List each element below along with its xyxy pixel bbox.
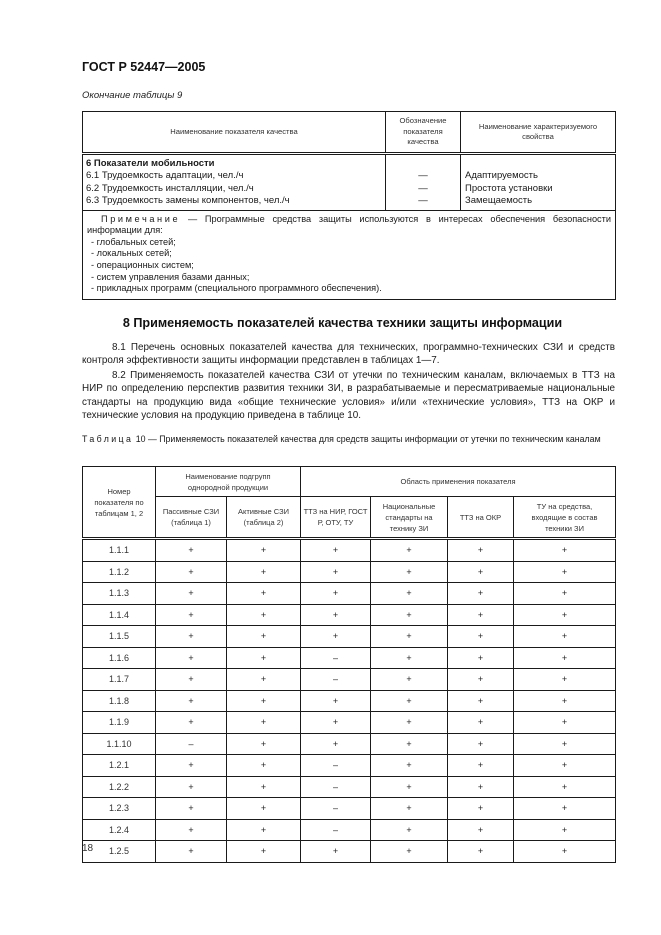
applicability-cell: + (514, 841, 616, 863)
table10-caption (82, 434, 615, 446)
indicator-number-cell: 1.2.1 (83, 755, 156, 777)
paragraph-8-2 (82, 369, 615, 423)
applicability-cell: + (448, 755, 514, 777)
applicability-cell: + (448, 733, 514, 755)
applicability-cell: + (371, 647, 448, 669)
applicability-cell: + (156, 604, 227, 626)
table-row (83, 776, 616, 798)
paragraph-text: 8.1 Перечень основных показателей качества для технических, программно-технических СЗИ и средств контроля эффективности защиты информации представлен в таблицах 1—7. (82, 342, 615, 367)
applicability-cell: + (448, 690, 514, 712)
applicability-cell: + (448, 819, 514, 841)
table10-group-application-area: Область применения показателя (301, 467, 616, 497)
applicability-cell: + (371, 604, 448, 626)
applicability-cell: + (371, 712, 448, 734)
applicability-cell: + (514, 561, 616, 583)
applicability-cell: + (227, 561, 301, 583)
indicator-number-cell: 1.1.8 (83, 690, 156, 712)
table10-caption-label: Таблица (82, 434, 134, 444)
applicability-cell: – (301, 798, 371, 820)
applicability-cell: + (514, 798, 616, 820)
table9-col-property: Наименование характеризуемого свойства (461, 112, 616, 154)
applicability-cell: – (301, 776, 371, 798)
applicability-cell: + (301, 626, 371, 648)
applicability-cell: + (301, 712, 371, 734)
applicability-cell: – (156, 733, 227, 755)
applicability-cell: + (448, 583, 514, 605)
table-row (83, 669, 616, 691)
applicability-cell: + (514, 583, 616, 605)
table9-col-indicator-name: Наименование показателя качества (83, 112, 386, 154)
applicability-cell: + (514, 604, 616, 626)
table-row (83, 647, 616, 669)
applicability-cell: + (448, 626, 514, 648)
applicability-cell: + (371, 841, 448, 863)
table-row (83, 604, 616, 626)
applicability-cell: + (514, 626, 616, 648)
table10-col-national-standards: Национальные стандарты на технику ЗИ (371, 497, 448, 539)
applicability-cell: + (156, 755, 227, 777)
applicability-cell: + (227, 583, 301, 605)
applicability-cell: + (227, 776, 301, 798)
table-row (83, 690, 616, 712)
applicability-cell: + (227, 539, 301, 562)
indicator-number-cell: 1.1.3 (83, 583, 156, 605)
applicability-cell: + (227, 669, 301, 691)
note-text: — Программные средства защиты используются в интересах обеспечения безопасности информации для: (87, 213, 611, 236)
applicability-cell: + (448, 561, 514, 583)
applicability-cell: + (227, 798, 301, 820)
table9-header-row (83, 112, 616, 154)
applicability-cell: + (514, 776, 616, 798)
applicability-cell: + (514, 819, 616, 841)
applicability-cell: – (301, 669, 371, 691)
applicability-cell: – (301, 647, 371, 669)
table10-header-row-2 (83, 497, 616, 539)
applicability-cell: + (448, 776, 514, 798)
table10-col-number: Номер показателя по таблицам 1, 2 (83, 467, 156, 539)
applicability-cell: + (301, 539, 371, 562)
section-8-heading: 8 Применяемость показателей качества техники защиты информации (122, 316, 563, 330)
applicability-cell: + (514, 669, 616, 691)
table10-body (83, 539, 616, 863)
indicator-number-cell: 1.2.2 (83, 776, 156, 798)
indicator-number-cell: 1.2.3 (83, 798, 156, 820)
applicability-cell: + (156, 647, 227, 669)
applicability-cell: + (156, 690, 227, 712)
applicability-cell: + (371, 669, 448, 691)
paragraph-8-1 (82, 341, 615, 368)
applicability-cell: + (371, 819, 448, 841)
table-10 (82, 466, 616, 863)
note-list-item: - локальных сетей; (91, 248, 172, 259)
applicability-cell: + (371, 755, 448, 777)
indicator-number-cell: 1.1.2 (83, 561, 156, 583)
applicability-cell: + (301, 604, 371, 626)
applicability-cell: + (227, 626, 301, 648)
applicability-cell: + (448, 604, 514, 626)
table-row (83, 626, 616, 648)
note-list-item: - прикладных программ (специального программного обеспечения). (91, 283, 382, 294)
applicability-cell: + (227, 647, 301, 669)
applicability-cell: + (371, 690, 448, 712)
applicability-cell: – (301, 819, 371, 841)
table9-row-designation: — (418, 195, 428, 207)
table9-row-name: 6.3 Трудоемкость замены компонентов, чел./ч (86, 195, 290, 207)
table-9 (82, 111, 616, 300)
table9-row-designation: — (418, 182, 428, 194)
table9-row-name: 6.2 Трудоемкость инсталляции, чел./ч (86, 182, 254, 194)
table9-properties (461, 154, 616, 211)
applicability-cell: + (301, 561, 371, 583)
applicability-cell: + (156, 798, 227, 820)
applicability-cell: + (371, 798, 448, 820)
applicability-cell: + (227, 755, 301, 777)
table9-row-property: Адаптируемость (465, 170, 538, 182)
applicability-cell: + (227, 841, 301, 863)
table10-group-product-subgroups: Наименование подгрупп однородной продукции (156, 467, 301, 497)
table10-col-tu-components: ТУ на средства, входящие в состав техники ЗИ (514, 497, 616, 539)
applicability-cell: + (227, 712, 301, 734)
table10-col-active-szi: Активные СЗИ (таблица 2) (227, 497, 301, 539)
indicator-number-cell: 1.1.4 (83, 604, 156, 626)
indicator-number-cell: 1.1.1 (83, 539, 156, 562)
applicability-cell: + (514, 690, 616, 712)
applicability-cell: + (301, 690, 371, 712)
table-row (83, 841, 616, 863)
applicability-cell: + (514, 539, 616, 562)
applicability-cell: + (156, 539, 227, 562)
table10-col-ttz-nir: ТТЗ на НИР, ГОСТ Р, ОТУ, ТУ (301, 497, 371, 539)
table9-continuation-caption: Окончание таблицы 9 (82, 90, 183, 101)
table9-row-property: Замещаемость (465, 195, 533, 207)
indicator-number-cell: 1.1.6 (83, 647, 156, 669)
table10-col-ttz-okr: ТТЗ на ОКР (448, 497, 514, 539)
table-row (83, 539, 616, 562)
applicability-cell: + (448, 841, 514, 863)
applicability-cell: + (156, 561, 227, 583)
table9-col-designation: Обозначение показателя качества (386, 112, 461, 154)
applicability-cell: + (448, 669, 514, 691)
note-label: Примечание (101, 213, 181, 224)
table9-row-designation: — (418, 170, 428, 182)
indicator-number-cell: 1.1.9 (83, 712, 156, 734)
applicability-cell: + (227, 733, 301, 755)
table9-row-name: 6.1 Трудоемкость адаптации, чел./ч (86, 170, 244, 182)
indicator-number-cell: 1.2.5 (83, 841, 156, 863)
applicability-cell: + (448, 647, 514, 669)
applicability-cell: + (371, 776, 448, 798)
applicability-cell: + (371, 583, 448, 605)
applicability-cell: + (514, 712, 616, 734)
table9-designations (386, 154, 461, 211)
paragraph-text: 8.2 Применяемость показателей качества СЗИ от утечки по техническим каналам, включаемых в ТТЗ на НИР по определению перспектив развития техники ЗИ, в разрабатываемые и пересматриваемые национальные стандарты на продукцию вида «общие технические условия» и/или «технические условия», ТТЗ на ОКР и технические условия на продукцию приведена в таблице 10. (82, 370, 615, 422)
applicability-cell: + (514, 647, 616, 669)
indicator-number-cell: 1.2.4 (83, 819, 156, 841)
note-list-item: - операционных систем; (91, 260, 194, 270)
table10-caption-text: 10 — Применяемость показателей качества для средств защиты информации от утечки по техническим каналам (133, 434, 601, 444)
note-list-item: - глобальных сетей; (91, 236, 176, 247)
applicability-cell: + (156, 819, 227, 841)
table-row (83, 755, 616, 777)
applicability-cell: + (227, 819, 301, 841)
indicator-number-cell: 1.1.7 (83, 669, 156, 691)
table10-col-passive-szi: Пассивные СЗИ (таблица 1) (156, 497, 227, 539)
table9-body-row (83, 154, 616, 211)
applicability-cell: + (514, 733, 616, 755)
indicator-number-cell: 1.1.10 (83, 733, 156, 755)
table-row (83, 561, 616, 583)
applicability-cell: + (156, 841, 227, 863)
applicability-cell: + (448, 798, 514, 820)
applicability-cell: + (156, 669, 227, 691)
note-list-item: - систем управления базами данных; (91, 271, 250, 282)
applicability-cell: + (448, 539, 514, 562)
table-row (83, 583, 616, 605)
applicability-cell: + (156, 583, 227, 605)
page-number: 18 (82, 843, 94, 854)
table9-row-property: Простота установки (465, 182, 553, 194)
table10-header-row-1 (83, 467, 616, 497)
document-standard-id: ГОСТ Р 52447—2005 (82, 60, 206, 74)
applicability-cell: + (448, 712, 514, 734)
table-row (83, 798, 616, 820)
table9-indicator-names (83, 154, 386, 211)
applicability-cell: – (301, 755, 371, 777)
applicability-cell: + (371, 561, 448, 583)
table-row (83, 712, 616, 734)
applicability-cell: + (227, 690, 301, 712)
applicability-cell: + (156, 776, 227, 798)
applicability-cell: + (371, 733, 448, 755)
table9-group-title: 6 Показатели мобильности (86, 158, 215, 169)
applicability-cell: + (514, 755, 616, 777)
applicability-cell: + (301, 841, 371, 863)
applicability-cell: + (227, 604, 301, 626)
applicability-cell: + (156, 626, 227, 648)
applicability-cell: + (301, 583, 371, 605)
applicability-cell: + (301, 733, 371, 755)
table9-note-row (83, 210, 616, 299)
indicator-number-cell: 1.1.5 (83, 626, 156, 648)
table-row (83, 819, 616, 841)
applicability-cell: + (371, 626, 448, 648)
table9-note (83, 210, 616, 299)
applicability-cell: + (156, 712, 227, 734)
applicability-cell: + (371, 539, 448, 562)
table-row (83, 733, 616, 755)
